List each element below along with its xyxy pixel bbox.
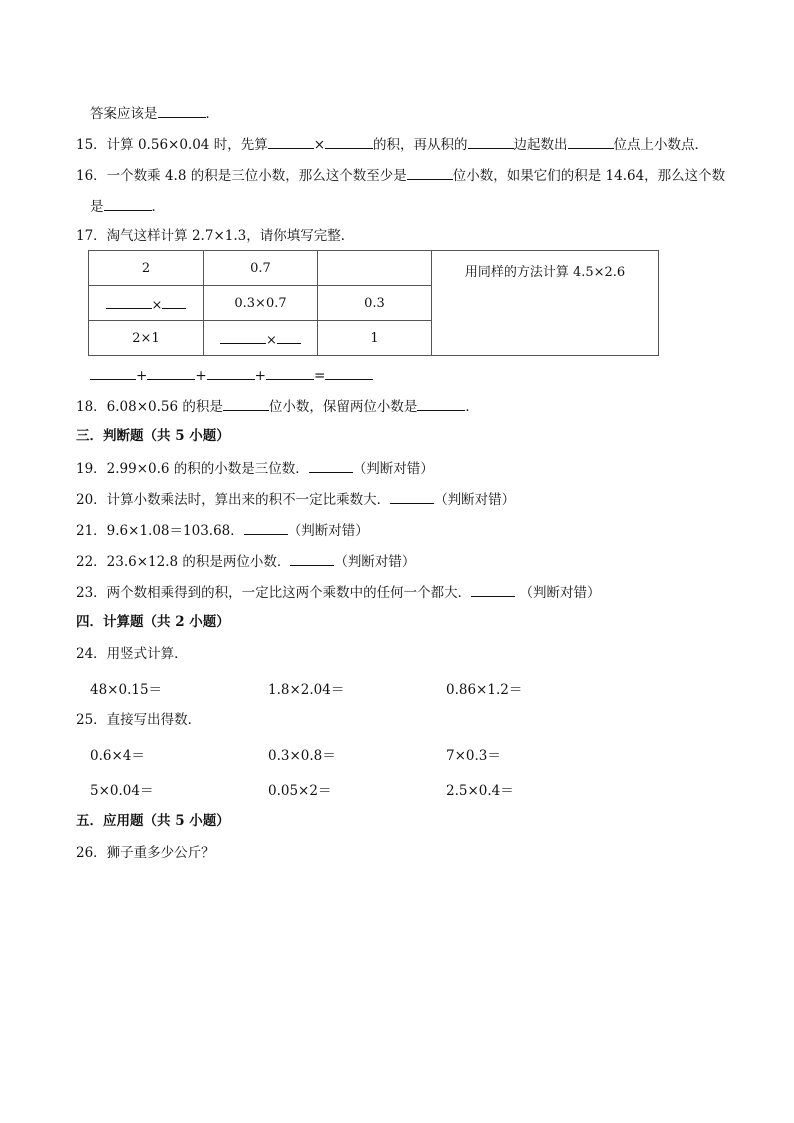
answer-blank[interactable] (207, 365, 255, 380)
calc-item: 0.3×0.8＝ (268, 748, 336, 764)
question-24: 24．用竖式计算． (76, 646, 188, 662)
table-cell: 2×1 (89, 321, 204, 356)
answer-blank[interactable] (162, 294, 186, 309)
answer-blank[interactable] (104, 196, 152, 211)
table-cell-blank: × (89, 286, 204, 321)
answer-blank[interactable] (471, 582, 515, 597)
answer-blank[interactable] (268, 134, 314, 149)
calc-item: 0.86×1.2＝ (446, 682, 523, 698)
question-15: 15．计算 0.56×0.04 时，先算 × 的积，再从积的 边起数出 位点上小数点． (76, 134, 708, 154)
answer-blank[interactable] (90, 365, 136, 380)
section-heading-calculation: 四．计算题（共 2 小题） (76, 614, 230, 630)
answer-blank[interactable] (390, 489, 434, 504)
calc-item: 1.8×2.04＝ (268, 682, 345, 698)
section-heading-judgement: 三．判断题（共 5 小题） (76, 428, 230, 444)
answer-blank[interactable] (290, 551, 334, 566)
calc-item: 2.5×0.4＝ (446, 783, 514, 799)
table-cell: 2 (89, 251, 204, 286)
answer-blank[interactable] (147, 365, 195, 380)
table-cell: 0.3 (318, 286, 432, 321)
answer-blank[interactable] (106, 294, 152, 309)
question-20: 20．计算小数乘法时，算出来的积不一定比乘数大． （判断对错） (76, 489, 515, 509)
question-19: 19．2.99×0.6 的积的小数是三位数． （判断对错） (76, 458, 434, 478)
section-heading-application: 五．应用题（共 5 小题） (76, 813, 230, 829)
table-cell-blank: × (204, 321, 318, 356)
q14-answer-line: 答案应该是 ． (90, 103, 219, 123)
multiplication-table (88, 250, 659, 356)
question-18: 18．6.08×0.56 的积是 位小数，保留两位小数是 ． (76, 396, 479, 416)
table-cell (318, 251, 432, 286)
question-25: 25．直接写出得数． (76, 712, 202, 728)
calc-item: 0.05×2＝ (268, 783, 332, 799)
calc-item: 48×0.15＝ (90, 682, 163, 698)
answer-blank[interactable] (325, 365, 373, 380)
question-16-cont: 是 ． (90, 196, 165, 216)
calc-item: 7×0.3＝ (446, 748, 501, 764)
answer-blank[interactable] (220, 329, 266, 344)
answer-blank[interactable] (244, 520, 288, 535)
table-cell: 1 (318, 321, 432, 356)
question-17: 17．淘气这样计算 2.7×1.3，请你填写完整． (76, 228, 355, 244)
answer-blank[interactable] (325, 134, 373, 149)
answer-blank[interactable] (158, 103, 206, 118)
answer-blank[interactable] (277, 329, 301, 344)
question-16: 16．一个数乘 4.8 的积是三位小数，那么这个数至少是 位小数，如果它们的积是 14.64，那么这个数 (76, 165, 725, 185)
calc-item: 5×0.04＝ (90, 783, 154, 799)
table-note-cell: 用同样的方法计算 4.5×2.6 (432, 251, 659, 356)
answer-blank[interactable] (266, 365, 314, 380)
answer-blank[interactable] (468, 134, 514, 149)
question-21: 21．9.6×1.08＝103.68． （判断对错） (76, 520, 369, 540)
answer-blank[interactable] (223, 396, 269, 411)
question-23: 23．两个数相乘得到的积，一定比这两个乘数中的任何一个都大． （判断对错） (76, 582, 600, 602)
calc-item: 0.6×4＝ (90, 748, 145, 764)
q17-sum-line: + + + = (90, 365, 373, 385)
answer-blank[interactable] (309, 458, 353, 473)
answer-blank[interactable] (568, 134, 614, 149)
question-22: 22．23.6×12.8 的积是两位小数． （判断对错） (76, 551, 415, 571)
table-cell: 0.7 (204, 251, 318, 286)
answer-blank[interactable] (417, 396, 465, 411)
question-26: 26．狮子重多少公斤？ (76, 845, 215, 861)
table-cell: 0.3×0.7 (204, 286, 318, 321)
answer-blank[interactable] (407, 165, 453, 180)
